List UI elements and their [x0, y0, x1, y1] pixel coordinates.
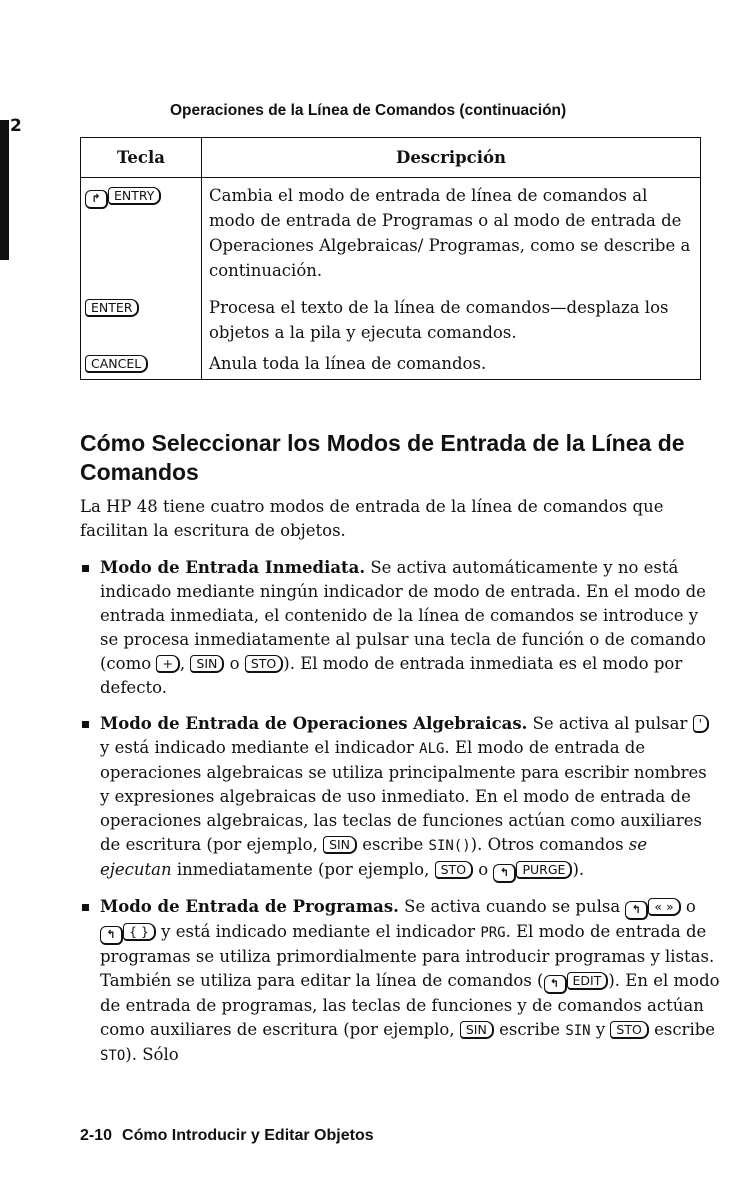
emphasis-text: se ejecutan — [100, 835, 648, 879]
mode-title: Modo de Entrada Inmediata. — [100, 558, 366, 577]
left-shift-key-icon: ↰ — [100, 926, 123, 945]
mode-text: o — [224, 654, 245, 673]
mode-text: ). — [572, 860, 585, 879]
alg-annunciator: ALG — [419, 741, 445, 757]
header-description: Descripción — [202, 138, 701, 178]
header-key: Tecla — [81, 138, 202, 178]
purge-key: PURGE — [516, 861, 572, 879]
left-shift-key-icon: ↰ — [625, 901, 648, 920]
footer-page-number: 2-10 — [80, 1127, 113, 1144]
key-cell — [81, 178, 202, 292]
mode-text: Se activa automáticamente y no está indicado mediante ningún indicador de modo de entrada. En el modo de entrada inmediata, el contenido de la línea de comandos se introduce y se procesa inmediatamente al pulsar una tecla de función o de comando (como — [100, 558, 706, 673]
list-item-algebraic-mode — [80, 712, 720, 883]
section-intro: La HP 48 tiene cuatro modos de entrada de la línea de comandos que facilitan la escritura de objetos. — [80, 497, 664, 540]
mode-text: ). El modo de entrada inmediata es el modo por defecto. — [100, 654, 683, 697]
mode-text: , — [179, 654, 191, 673]
key-cell — [81, 291, 202, 349]
mode-text: . El modo de entrada de operaciones algebraicas se utiliza principalmente para escribir nombres y expresiones algebraicas de uso inmediato. En el modo de entrada de operaciones algebraicas, las teclas de funciones actúan como auxiliares de escritura (por ejemplo, — [100, 738, 707, 854]
prg-annunciator: PRG — [480, 925, 506, 941]
mode-text: ). Otros comandos — [470, 835, 629, 854]
tick-key: ' — [693, 715, 709, 733]
mode-text: y está indicado mediante el indicador — [100, 738, 420, 757]
plus-key: + — [156, 655, 179, 673]
table-header-row — [81, 138, 701, 178]
right-shift-key-icon: ↱ — [85, 190, 108, 209]
list-delimiter-key: { } — [123, 923, 156, 941]
description-cell: Anula toda la línea de comandos. — [202, 349, 701, 380]
table-row — [81, 291, 701, 349]
mode-text: escribe — [357, 835, 429, 854]
mode-title: Modo de Entrada de Operaciones Algebraicas. — [100, 714, 528, 733]
table-row — [81, 349, 701, 380]
sin-key: SIN — [323, 836, 357, 854]
mode-text: escribe — [648, 1020, 716, 1039]
mode-text: y — [590, 1020, 611, 1039]
mode-text: inmediatamente (por ejemplo, — [171, 860, 435, 879]
edit-key: EDIT — [567, 972, 609, 990]
left-shift-key-icon: ↰ — [493, 864, 516, 883]
cancel-key: CANCEL — [85, 355, 148, 373]
entry-key: ENTRY — [108, 187, 161, 205]
table-caption: Operaciones de la Línea de Comandos (continuación) — [170, 102, 567, 119]
enter-key: ENTER — [85, 299, 139, 317]
sin-code: SIN — [565, 1023, 591, 1039]
mode-text: ). Sólo — [125, 1045, 179, 1064]
sto-key: STO — [245, 655, 283, 673]
mode-text: escribe — [493, 1020, 566, 1039]
list-item-immediate-mode — [80, 556, 720, 700]
command-table — [80, 137, 701, 380]
description-cell: Procesa el texto de la línea de comandos—desplaza los objetos a la pila y ejecuta comandos. — [202, 291, 701, 349]
section-title: Cómo Seleccionar los Modos de Entrada de la Línea de Comandos — [80, 430, 685, 485]
sin-code: SIN() — [428, 838, 471, 854]
sto-key: STO — [610, 1021, 648, 1039]
mode-text: . El modo de entrada de programas se utiliza primordialmente para introducir programas y listas. También se utiliza para editar la línea de comandos ( — [100, 922, 715, 990]
mode-text: ). En el modo de entrada de programas, las teclas de funciones y de comandos actúan como auxiliares de escritura (por ejemplo, — [100, 971, 720, 1039]
chapter-tab-bar — [0, 120, 9, 260]
left-shift-key-icon: ↰ — [544, 975, 567, 994]
table-row — [81, 178, 701, 292]
chapter-number: 2 — [10, 116, 22, 136]
mode-text: o — [680, 897, 696, 916]
page-footer — [80, 1127, 374, 1145]
key-cell — [81, 349, 202, 380]
mode-text: Se activa cuando se pulsa — [398, 897, 626, 916]
program-delimiter-key: « » — [648, 898, 680, 916]
list-item-program-mode — [80, 895, 720, 1068]
sin-key: SIN — [190, 655, 224, 673]
description-cell: Cambia el modo de entrada de línea de comandos al modo de entrada de Programas o al modo de entrada de Operaciones Algebraicas/ Programas, como se describe a continuación. — [202, 178, 701, 292]
sto-key: STO — [435, 861, 473, 879]
footer-title: Cómo Introducir y Editar Objetos — [122, 1127, 374, 1144]
mode-text: Se activa al pulsar — [527, 714, 693, 733]
sto-code: STO — [100, 1048, 126, 1064]
mode-title: Modo de Entrada de Programas. — [100, 897, 399, 916]
sin-key: SIN — [460, 1021, 494, 1039]
mode-text: o — [473, 860, 494, 879]
modes-list — [80, 556, 720, 1080]
mode-text: y está indicado mediante el indicador — [155, 922, 481, 941]
